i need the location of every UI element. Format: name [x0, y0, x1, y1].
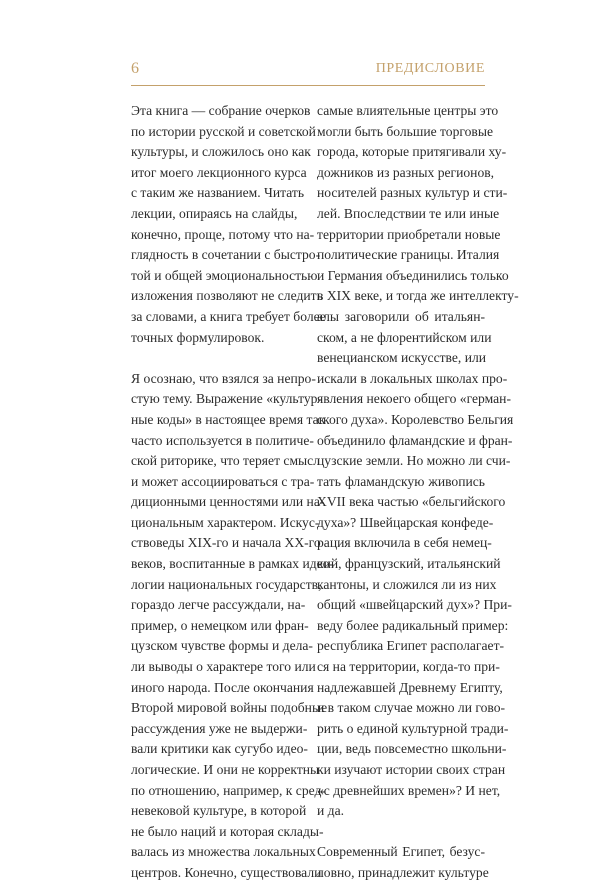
text-line: веду более радикальный пример:	[317, 617, 509, 633]
text-line: города, которые притягивали ху-	[317, 144, 507, 160]
text-line: стую тему. Выражение «культур-	[131, 391, 322, 407]
text-line: и в таком случае можно ли гово-	[317, 700, 506, 716]
text-line: по отношению, например, к сред-	[131, 782, 326, 798]
text-line: явления некоего общего «герман-	[317, 391, 511, 407]
text-line: республика Египет располагает-	[317, 638, 505, 654]
text-line: ском, а не флорентийском или	[317, 329, 492, 345]
text-line: кантоны, и сложился ли из них	[317, 576, 497, 592]
text-line: логические. И они не корректны	[131, 762, 320, 777]
text-line: ствоведы XIX-го и начала XX-го	[131, 535, 321, 551]
text-line: рассуждения уже не выдержи-	[131, 720, 308, 736]
text-line: валась из множества локальных	[131, 844, 316, 860]
text-line: дожников из разных регионов,	[317, 164, 495, 180]
text-line: Современный Египет, безус-	[317, 844, 485, 860]
paragraph	[317, 842, 489, 883]
text-line: общий «швейцарский дух»? При-	[317, 597, 512, 613]
right-text-column	[317, 101, 519, 884]
text-line: итог моего лекционного курса	[131, 164, 307, 180]
text-line: носителей разных культур и сти-	[317, 185, 508, 201]
text-line: невековой культуре, в которой	[131, 803, 307, 819]
paragraph-gap	[317, 822, 485, 843]
text-line: Я осознаю, что взялся за непро-	[131, 370, 316, 386]
text-line: ся на территории, когда-то при-	[317, 659, 500, 675]
text-line: циональным характером. Искус-	[131, 514, 320, 530]
text-line: ные коды» в настоящее время так	[131, 411, 326, 427]
text-line: территории приобретали новые	[317, 226, 501, 242]
text-line: гораздо легче рассуждали, на-	[131, 597, 306, 613]
text-line: тать фламандскую живопись	[317, 473, 485, 489]
text-line: XVII века частью «бельгийского	[317, 494, 506, 510]
text-line: изложения позволяют не следить	[131, 288, 323, 304]
text-line: «с древнейших времен»? И нет,	[317, 782, 501, 798]
text-line: веков, воспитанные в рамках идео-	[131, 556, 335, 572]
text-line: точных формулировок.	[131, 329, 265, 345]
text-line: духа»? Швейцарская конфеде-	[317, 514, 494, 530]
text-line: венецианском искусстве, или	[317, 350, 487, 366]
text-line: алы заговорили об итальян-	[317, 308, 485, 324]
text-line: цузские земли. Но можно ли счи-	[317, 453, 511, 469]
text-line: самые влиятельные центры это	[317, 103, 499, 118]
text-line: логии национальных государств,	[131, 576, 322, 592]
text-line: по истории русской и советской	[131, 123, 316, 139]
text-line: искали в локальных школах про-	[317, 370, 508, 386]
text-line: надлежавшей Древнему Египту,	[317, 679, 503, 695]
text-line: рить о единой культурной тради-	[317, 720, 509, 736]
text-line: конечно, проще, потому что на-	[131, 226, 315, 242]
text-line: ского духа». Королевство Бельгия	[317, 411, 514, 427]
paragraph	[317, 101, 519, 822]
text-line: и да.	[317, 803, 345, 819]
text-line: вали критики как сугубо идео-	[131, 741, 308, 757]
text-line: культуры, и сложилось оно как	[131, 144, 311, 160]
text-line: лей. Впоследствии те или иные	[317, 205, 500, 221]
text-line: лекции, опираясь на слайды,	[131, 205, 298, 221]
text-line: центров. Конечно, существовали	[131, 864, 322, 880]
text-line: цузском чувстве формы и дела-	[131, 638, 313, 654]
text-line: за словами, а книга требует более	[131, 308, 326, 324]
text-line: с таким же названием. Читать	[131, 185, 305, 201]
text-line: иного народа. После окончания	[131, 679, 314, 695]
text-line: Второй мировой войны подобные	[131, 700, 328, 716]
text-line: той и общей эмоциональностью	[131, 267, 318, 283]
text-line: пример, о немецком или фран-	[131, 617, 309, 633]
text-line: не было наций и которая склады-	[131, 823, 324, 839]
page-header	[131, 60, 485, 82]
text-line: и может ассоциироваться с тра-	[131, 473, 315, 489]
text-line: объединило фламандские и фран-	[317, 432, 513, 448]
text-line: глядность в сочетании с быстро-	[131, 247, 321, 263]
text-line: ловно, принадлежит культуре	[317, 864, 489, 880]
text-line: ли выводы о характере того или	[131, 659, 316, 675]
text-line: кий, французский, итальянский	[317, 556, 501, 572]
text-line: Эта книга — собрание очерков	[131, 103, 311, 118]
text-line: могли быть большие торговые	[317, 123, 493, 139]
text-line: ки изучают истории своих стран	[317, 762, 506, 777]
paragraph-gap	[131, 348, 297, 369]
page-number: 6	[131, 60, 139, 77]
text-line: диционными ценностями или на-	[131, 494, 325, 510]
text-line: часто используется в политиче-	[131, 432, 314, 448]
text-line: в XIX веке, и тогда же интеллекту-	[317, 288, 519, 304]
text-line: и Германия объединились только	[317, 267, 509, 283]
text-line: политические границы. Италия	[317, 247, 500, 263]
running-title: ПРЕДИСЛОВИЕ	[375, 61, 485, 76]
header-divider	[131, 85, 485, 86]
text-line: ции, ведь повсеместно школьни-	[317, 741, 507, 757]
paragraph	[131, 101, 326, 348]
text-line: ской риторике, что теряет смысл	[131, 453, 320, 469]
text-line: рация включила в себя немец-	[317, 535, 492, 551]
